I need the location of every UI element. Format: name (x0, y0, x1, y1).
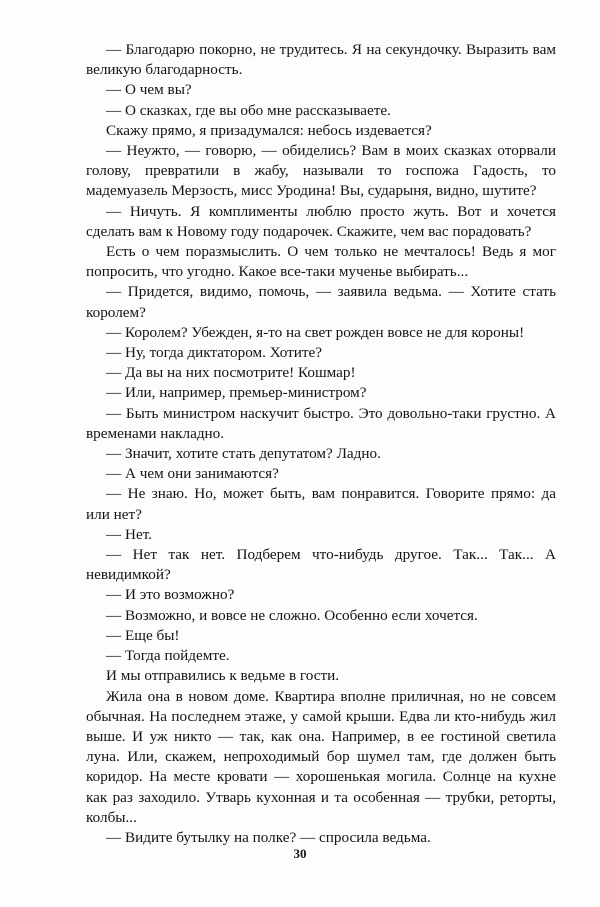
paragraph: И мы отправились к ведьме в гости. (106, 667, 340, 685)
paragraph: Есть о чем поразмыслить. О чем только не мечталось! Ведь я мог попросить, что угодно. Какое все-таки мученье выбирать... (86, 243, 556, 281)
paragraph: — Ну, тогда диктатором. Хотите? (106, 344, 323, 362)
paragraph: — Да вы на них посмотрите! Кошмар! (106, 364, 356, 382)
paragraph: — А чем они занимаются? (106, 465, 279, 483)
paragraph: — Значит, хотите стать депутатом? Ладно. (106, 445, 381, 463)
paragraph: Жила она в новом доме. Квартира вполне приличная, но не совсем обычная. На последнем этаже, у самой крыши. Едва ли кто-нибудь жил выше. И уж никто — так, как она. Например, в ее гостиной светила луна. Или, скажем, непроходимый бор шумел там, где должен быть коридор. На месте кровати — хорошенькая могила. Солнце на кухне как раз заходило. Утварь кухонная и та особенная — трубки, реторты, колбы... (86, 687, 556, 826)
paragraph: — Быть министром наскучит быстро. Это довольно-таки грустно. А временами накладно. (86, 404, 556, 442)
paragraph: — Еще бы! (106, 626, 180, 644)
paragraph: — Не знаю. Но, может быть, вам понравится. Говорите прямо: да или нет? (86, 485, 556, 523)
paragraph: Скажу прямо, я призадумался: небось издевается? (106, 121, 432, 139)
paragraph: — Нет. (106, 525, 152, 543)
paragraph: — Ничуть. Я комплименты люблю просто жуть. Вот и хочется сделать вам к Новому году подарочек. Скажите, чем вас порадовать? (86, 202, 556, 240)
paragraph: — Или, например, премьер-министром? (106, 384, 367, 402)
paragraph: — Королем? Убежден, я-то на свет рожден вовсе не для короны! (106, 323, 525, 341)
paragraph: — Тогда пойдемте. (106, 647, 230, 665)
paragraph: — Возможно, и вовсе не сложно. Особенно если хочется. (106, 606, 478, 624)
paragraph: — И это возможно? (106, 586, 235, 604)
page-number: 30 (293, 846, 307, 861)
paragraph: — О чем вы? (106, 81, 192, 99)
paragraph: — Придется, видимо, помочь, — заявила ведьма. — Хотите стать королем? (86, 283, 556, 321)
paragraph: — Видите бутылку на полке? — спросила ведьма. (106, 828, 431, 846)
page-text (86, 40, 556, 848)
paragraph: — Нет так нет. Подберем что-нибудь другое. Так... Так... А невидимкой? (86, 546, 556, 584)
paragraph: — Неужто, — говорю, — обиделись? Вам в моих сказках оторвали голову, превратили в жабу, называли то госпожа Гадость, то мадемуазель Мерзость, мисс Уродина! Вы, сударыня, видно, шутите? (86, 142, 556, 200)
paragraph: — О сказках, где вы обо мне рассказываете. (106, 101, 391, 119)
paragraph: — Благодарю покорно, не трудитесь. Я на секундочку. Выразить вам великую благодарность. (86, 41, 556, 79)
